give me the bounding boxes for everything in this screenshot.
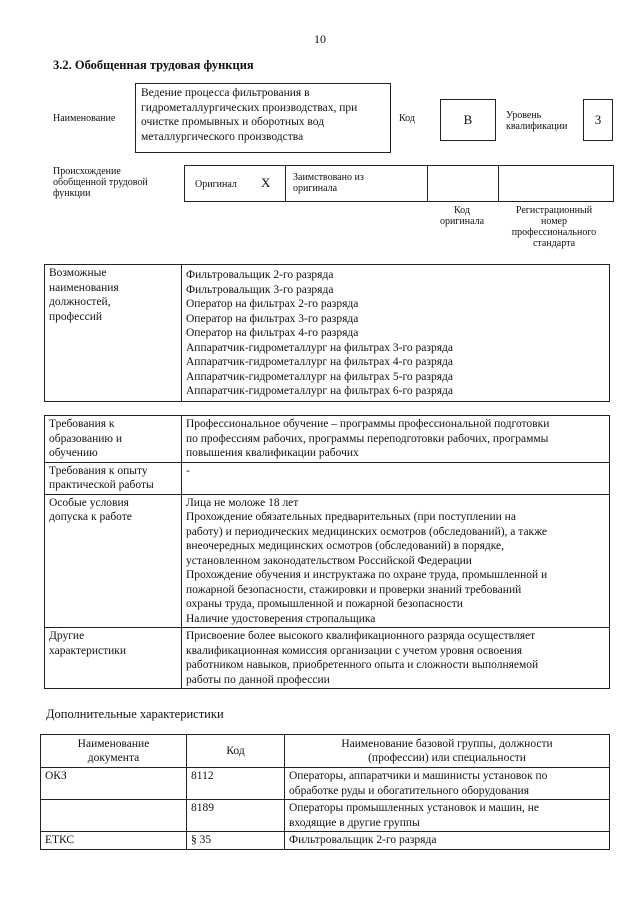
code-original-caption xyxy=(428,205,496,227)
table-row xyxy=(41,800,610,832)
naming-label: Наименование xyxy=(53,113,116,124)
requirement-line: Профессиональное обучение – программы профессиональной подготовки xyxy=(186,418,550,430)
code-value: В xyxy=(440,99,496,141)
header-document xyxy=(41,735,187,768)
header-line: Наименование xyxy=(77,737,150,750)
requirement-value xyxy=(182,628,610,689)
origin-label-line: обобщенной трудовой xyxy=(53,177,148,188)
table-row xyxy=(41,768,610,800)
positions-label-line: наименования xyxy=(49,281,119,294)
reg-number-caption xyxy=(500,205,608,249)
section-title: 3.2. Обобщенная трудовая функция xyxy=(53,58,254,72)
origin-label-line: функции xyxy=(53,188,91,199)
row-name-line: Фильтровальщик 2-го разряда xyxy=(289,834,437,846)
table-row xyxy=(41,832,610,850)
naming-line: Ведение процесса фильтрования в xyxy=(141,87,310,99)
requirement-label-line: обучению xyxy=(49,447,98,459)
caption-line: Регистрационный xyxy=(515,205,593,216)
row-name-line: Операторы промышленных установок и машин, не xyxy=(289,802,539,814)
requirement-line: охраны труда, промышленной и пожарной безопасности xyxy=(186,598,463,610)
row-document: ОКЗ xyxy=(41,768,187,800)
position-item: Аппаратчик-гидрометаллург на фильтрах 5-го разряда xyxy=(186,370,453,383)
caption-line: номер xyxy=(541,216,567,227)
requirement-label-line: допуска к работе xyxy=(49,511,132,523)
row-name xyxy=(285,768,610,800)
requirement-value xyxy=(182,462,610,494)
row-document: ЕТКС xyxy=(41,832,187,850)
naming-line: гидрометаллургических производствах, при xyxy=(141,101,358,114)
position-item: Аппаратчик-гидрометаллург на фильтрах 6-го разряда xyxy=(186,385,453,397)
caption-line: профессионального xyxy=(511,227,597,238)
requirement-label-line: образованию и xyxy=(49,432,122,445)
borrowed-label-line: Заимствовано из xyxy=(293,172,364,183)
caption-line: стандарта xyxy=(532,238,576,249)
row-name xyxy=(285,832,610,850)
requirement-line: - xyxy=(186,464,190,477)
position-item: Оператор на фильтрах 3-го разряда xyxy=(186,312,359,325)
level-label-line: Уровень xyxy=(506,110,542,121)
borrowed-label-line: оригинала xyxy=(293,183,338,194)
page-number: 10 xyxy=(314,32,326,46)
row-code: 8112 xyxy=(187,768,285,800)
original-label: Оригинал xyxy=(195,179,237,190)
requirement-label-line: Требования к xyxy=(49,418,115,430)
requirement-line: работы по данной профессии xyxy=(186,673,330,686)
row-name-line: обработке руды и обогатительного оборудования xyxy=(289,784,530,797)
caption-line: оригинала xyxy=(439,216,485,227)
requirement-line: повышения квалификации рабочих xyxy=(186,447,359,459)
header-name xyxy=(285,735,610,768)
positions-label xyxy=(45,265,182,402)
requirement-label xyxy=(45,628,182,689)
positions-list xyxy=(182,265,610,402)
requirement-label-line: Требования к опыту xyxy=(49,464,148,477)
divider xyxy=(285,166,286,201)
row-code: 8189 xyxy=(187,800,285,832)
requirement-line: пожарной безопасности, стажировки и проверки знаний требований xyxy=(186,583,522,596)
divider xyxy=(498,166,499,201)
requirement-label-line: Другие xyxy=(49,630,85,642)
position-item: Оператор на фильтрах 4-го разряда xyxy=(186,327,359,339)
header-code: Код xyxy=(187,735,285,768)
positions-label-line: Возможные xyxy=(49,267,107,279)
positions-label-line: должностей, xyxy=(49,296,111,308)
requirement-line: Лица не моложе 18 лет xyxy=(186,496,299,509)
naming-line: очистке промывных и оборотных вод xyxy=(141,116,325,128)
requirement-line: установленном законодательством Российской Федерации xyxy=(186,554,472,567)
row-code: § 35 xyxy=(187,832,285,850)
row-name xyxy=(285,800,610,832)
requirement-label xyxy=(45,416,182,463)
header-line: Наименование базовой группы, должности xyxy=(341,737,553,750)
requirement-line: Наличие удостоверения стропальщика xyxy=(186,612,376,625)
position-item: Аппаратчик-гидрометаллург на фильтрах 4-го разряда xyxy=(186,356,453,368)
requirement-row xyxy=(45,462,610,494)
header-line: документа xyxy=(87,752,140,764)
borrowed-label xyxy=(293,172,364,194)
requirement-line: Присвоение более высокого квалификационного разряда осуществляет xyxy=(186,630,536,642)
requirement-line: работу) и периодических медицинских осмотров (обследований), а также xyxy=(186,525,548,538)
origin-table xyxy=(184,165,614,202)
position-item: Аппаратчик-гидрометаллург на фильтрах 3-го разряда xyxy=(186,341,453,354)
naming-value-box xyxy=(135,83,391,153)
requirement-label xyxy=(45,462,182,494)
requirement-row xyxy=(45,628,610,689)
requirement-row xyxy=(45,494,610,628)
naming-line: металлургического производства xyxy=(141,130,304,143)
requirement-line: Прохождение обязательных предварительных (при поступлении на xyxy=(186,511,516,523)
requirements-table xyxy=(44,415,610,689)
row-document xyxy=(41,800,187,832)
caption-line: Код xyxy=(454,205,470,216)
row-name-line: входящие в другие группы xyxy=(289,816,420,829)
position-item: Фильтровальщик 2-го разряда xyxy=(186,269,334,281)
position-item: Оператор на фильтрах 2-го разряда xyxy=(186,298,359,310)
divider xyxy=(427,166,428,201)
additional-header-row xyxy=(41,735,610,768)
additional-title: Дополнительные характеристики xyxy=(46,707,224,721)
requirement-label-line: Особые условия xyxy=(49,496,129,509)
requirement-label-line: практической работы xyxy=(49,479,154,491)
positions-label-line: профессий xyxy=(49,310,103,323)
requirement-line: работником навыков, приобретенного опыта и сложности выполняемой xyxy=(186,659,539,671)
header-line: (профессии) или специальности xyxy=(368,752,526,764)
requirement-line: квалификационная комиссия организации с учетом уровня освоения xyxy=(186,644,523,657)
requirement-row xyxy=(45,416,610,463)
original-mark: X xyxy=(261,175,271,190)
origin-label-line: Происхождение xyxy=(53,166,121,177)
positions-table xyxy=(44,264,610,402)
requirement-line: Прохождение обучения и инструктажа по охране труда, промышленной и xyxy=(186,569,548,581)
level-value: 3 xyxy=(583,99,613,141)
requirement-label-line: характеристики xyxy=(49,644,127,657)
code-label: Код xyxy=(399,113,415,124)
position-item: Фильтровальщик 3-го разряда xyxy=(186,283,334,296)
level-label-line: квалификации xyxy=(506,121,568,132)
row-name-line: Операторы, аппаратчики и машинисты установок по xyxy=(289,770,548,782)
level-label xyxy=(506,110,567,132)
origin-label xyxy=(53,166,148,199)
requirement-value xyxy=(182,494,610,628)
requirement-line: по профессиям рабочих, программы переподготовки рабочих, программы xyxy=(186,432,549,445)
requirement-line: внеочередных медицинских осмотров (обследований) в порядке, xyxy=(186,540,505,552)
requirement-value xyxy=(182,416,610,463)
requirement-label xyxy=(45,494,182,628)
additional-table xyxy=(40,734,610,850)
